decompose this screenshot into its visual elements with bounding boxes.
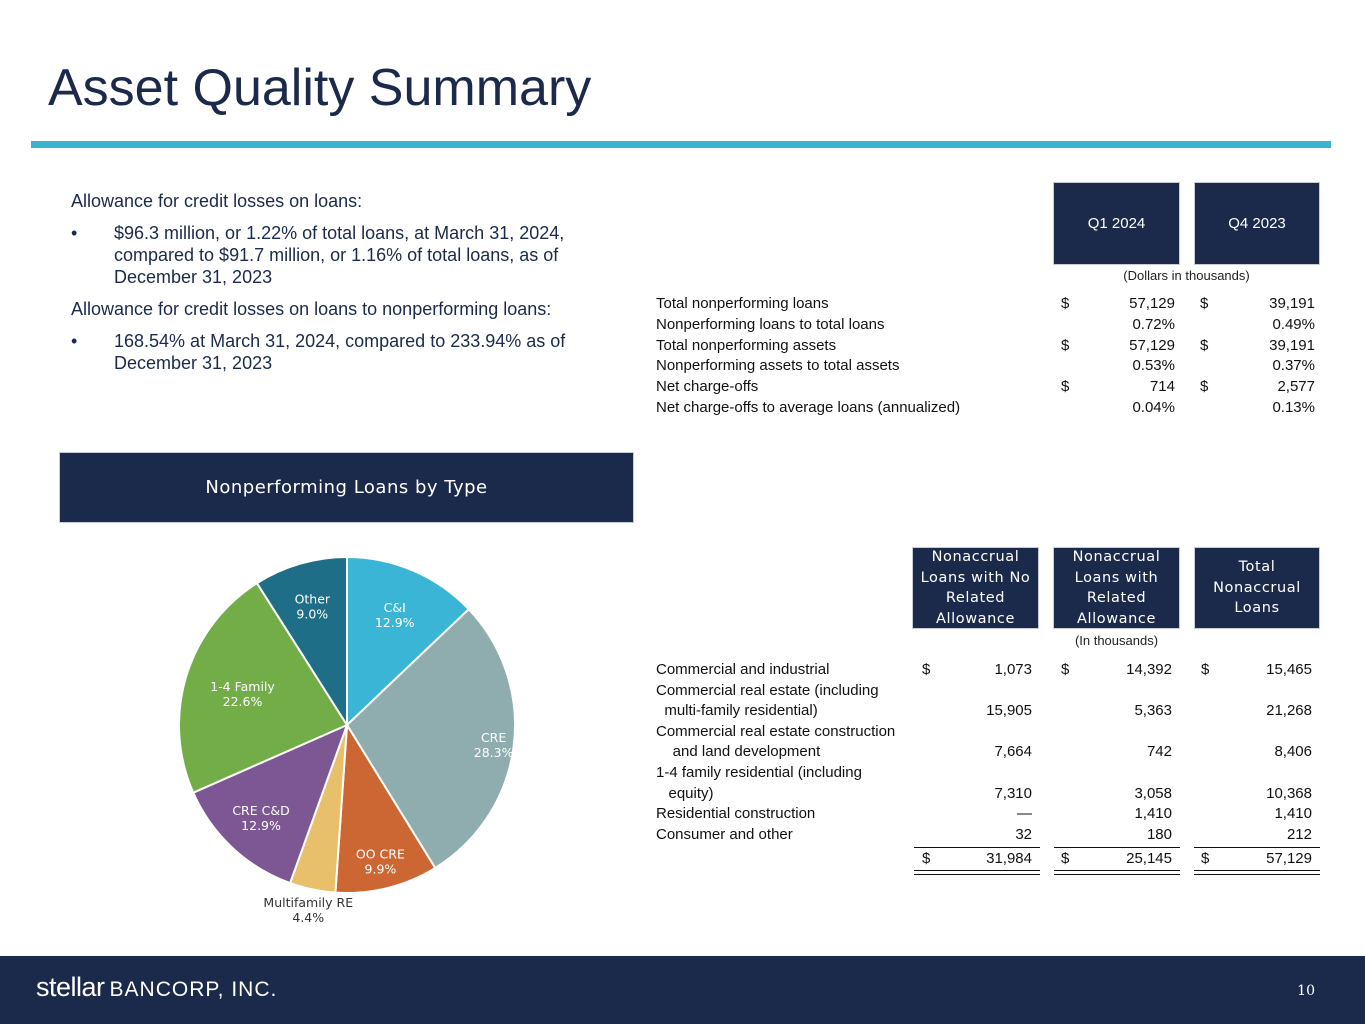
pie-percent-label: 4.4% — [292, 910, 325, 926]
nonaccrual-dollar: $ — [1201, 661, 1210, 678]
nonaccrual-row — [656, 825, 1320, 845]
header-line: Nonaccrual — [1072, 549, 1161, 565]
nonaccrual-dollar: $ — [922, 661, 931, 678]
metrics-q4-dollar: $ — [1200, 378, 1209, 396]
nonaccrual-row — [656, 660, 1320, 680]
title-underline — [31, 141, 1331, 148]
metrics-q1-value: 0.72% — [1132, 315, 1175, 333]
subtotal-rule — [914, 847, 1040, 848]
total-dollar: $ — [1061, 850, 1070, 868]
nonaccrual-value: 1,410 — [1274, 805, 1312, 823]
pie-label: C&I — [383, 599, 406, 615]
metrics-label: Net charge-offs — [656, 378, 759, 396]
total-double-rule — [1054, 870, 1180, 875]
metrics-label: Nonperforming loans to total loans — [656, 315, 885, 333]
total-double-rule — [1194, 870, 1320, 875]
metrics-q1-value: 57,129 — [1129, 336, 1175, 354]
metrics-table — [656, 294, 1320, 424]
nonaccrual-label: Residential construction — [656, 805, 816, 823]
company-logo — [36, 972, 277, 1003]
nonaccrual-value: 742 — [1146, 743, 1172, 761]
nonaccrual-dollar: $ — [1061, 661, 1070, 678]
metrics-q4-dollar: $ — [1200, 295, 1209, 312]
metrics-q1-value: 0.53% — [1132, 357, 1175, 375]
header-line: Loans with No — [920, 569, 1031, 586]
nonaccrual-row — [656, 742, 1320, 762]
nonaccrual-value: 7,664 — [994, 743, 1032, 761]
metrics-q4-value: 39,191 — [1269, 336, 1315, 354]
metrics-row — [656, 377, 1320, 397]
nonaccrual-value: 5,363 — [1134, 702, 1172, 720]
pie-percent-label: 9.0% — [296, 606, 329, 622]
header-line: Related — [1086, 590, 1147, 606]
header-line: Nonaccrual — [1213, 579, 1301, 596]
nonaccrual-header-text — [1073, 547, 1161, 629]
nonaccrual-total-row — [656, 849, 1320, 869]
bullet-text: $96.3 million, or 1.22% of total loans, at March 31, 2024, compared to $91.7 million, or 1.16% of total loans, as of December 31, 2023 — [114, 223, 565, 287]
pie-percent-label: 22.6% — [222, 694, 263, 710]
pie-label: Multifamily RE — [263, 895, 354, 911]
metrics-q4-value: 0.13% — [1272, 399, 1315, 416]
header-line: Nonaccrual — [931, 549, 1020, 565]
nonaccrual-value: 15,905 — [986, 702, 1032, 720]
metrics-row — [656, 294, 1320, 314]
metrics-row — [656, 398, 1320, 418]
metrics-q4-value: 39,191 — [1269, 295, 1315, 312]
nonaccrual-label: equity) — [656, 784, 714, 802]
nonaccrual-value: — — [1017, 805, 1032, 823]
metrics-q4-dollar: $ — [1200, 336, 1209, 354]
nonaccrual-header-no-allowance — [912, 547, 1039, 629]
summary-heading: Allowance for credit losses on loans to nonperforming loans: — [71, 299, 552, 319]
metrics-q1-value: 0.04% — [1132, 399, 1175, 416]
bullet-text: 168.54% at March 31, 2024, compared to 233.94% as of December 31, 2023 — [114, 331, 566, 373]
header-line: Related — [945, 590, 1006, 606]
footer-bar — [0, 956, 1365, 1024]
metrics-label: Net charge-offs to average loans (annualized) — [656, 399, 961, 416]
pie-label: CRE C&D — [232, 803, 290, 819]
pie-label: CRE — [480, 729, 507, 745]
nonaccrual-row — [656, 804, 1320, 824]
nonaccrual-value: 10,368 — [1266, 784, 1312, 802]
pie-percent-label: 12.9% — [241, 818, 281, 834]
metrics-q4-value: 0.49% — [1272, 315, 1315, 333]
metrics-q4-value: 0.37% — [1272, 357, 1315, 375]
metrics-units: (Dollars in thousands) — [1123, 268, 1250, 283]
nonaccrual-header-total — [1194, 547, 1320, 629]
metrics-label: Nonperforming assets to total assets — [656, 357, 900, 375]
nonaccrual-value: 180 — [1146, 825, 1172, 843]
nonaccrual-value: 21,268 — [1266, 702, 1312, 720]
pie-percent-label: 9.9% — [364, 861, 397, 877]
nonaccrual-row — [656, 701, 1320, 721]
nonaccrual-label: 1-4 family residential (including — [656, 764, 862, 781]
pie-label: 1-4 Family — [210, 679, 275, 695]
nonaccrual-label: and land development — [656, 743, 821, 761]
nonaccrual-value: 7,310 — [994, 784, 1032, 802]
bullet-marker: • — [71, 223, 78, 243]
bullet-marker: • — [71, 331, 78, 351]
metrics-header-q4-2023: Q4 2023 — [1194, 182, 1320, 265]
metrics-label: Total nonperforming loans — [656, 295, 829, 312]
nonaccrual-row — [656, 784, 1320, 804]
logo-bancorp: BANCORP, INC. — [109, 978, 278, 1001]
summary-bullets — [71, 190, 611, 384]
header-line: Allowance — [1076, 610, 1157, 627]
nonaccrual-value: 8,406 — [1274, 743, 1312, 761]
nonaccrual-header-text — [921, 547, 1031, 629]
npl-pie-chart — [150, 540, 550, 940]
nonaccrual-value: 1,073 — [994, 661, 1032, 678]
nonaccrual-value: 32 — [1015, 825, 1032, 843]
summary-bullet — [71, 222, 611, 288]
pie-percent-label: 12.9% — [374, 614, 415, 630]
pie-label: Other — [294, 591, 331, 607]
metrics-q4-value: 2,577 — [1277, 378, 1315, 396]
header-line: Allowance — [935, 610, 1016, 627]
nonaccrual-label-line — [656, 681, 956, 701]
metrics-row — [656, 315, 1320, 335]
page-title: Asset Quality Summary — [48, 59, 592, 117]
nonaccrual-header-text — [1213, 557, 1301, 619]
summary-bullet — [71, 330, 611, 374]
total-double-rule — [914, 870, 1040, 875]
nonaccrual-label-line — [656, 722, 956, 742]
summary-heading: Allowance for credit losses on loans: — [71, 191, 363, 211]
metrics-q1-value: 714 — [1149, 378, 1175, 396]
header-line: Loans with — [1074, 569, 1159, 586]
total-value: 31,984 — [986, 850, 1032, 868]
subtotal-rule — [1194, 847, 1320, 848]
metrics-q1-dollar: $ — [1061, 336, 1070, 354]
pie-percent-label: 28.3% — [473, 744, 514, 760]
header-line: Loans — [1234, 600, 1280, 617]
header-line: Total — [1238, 559, 1276, 576]
metrics-label: Total nonperforming assets — [656, 336, 837, 354]
total-dollar: $ — [1201, 850, 1210, 868]
nonaccrual-value: 15,465 — [1266, 661, 1312, 678]
total-dollar: $ — [922, 850, 931, 868]
nonaccrual-label: Commercial and industrial — [656, 661, 830, 678]
metrics-q1-dollar: $ — [1061, 378, 1070, 396]
subtotal-rule — [1054, 847, 1180, 848]
nonaccrual-units: (In thousands) — [1074, 633, 1159, 648]
nonaccrual-label: Consumer and other — [656, 825, 793, 843]
npl-by-type-header: Nonperforming Loans by Type — [59, 452, 634, 523]
nonaccrual-value: 14,392 — [1126, 661, 1172, 678]
page-number: 10 — [1297, 983, 1315, 999]
nonaccrual-value: 3,058 — [1134, 784, 1172, 802]
logo-stellar: stellar — [36, 972, 105, 1002]
metrics-row — [656, 336, 1320, 356]
total-value: 57,129 — [1266, 850, 1312, 868]
nonaccrual-table — [656, 660, 1320, 875]
total-value: 25,145 — [1126, 850, 1172, 868]
nonaccrual-label: Commercial real estate (including — [656, 681, 879, 699]
metrics-q1-dollar: $ — [1061, 295, 1070, 312]
nonaccrual-label-line — [656, 763, 956, 783]
nonaccrual-header-with-allowance — [1053, 547, 1180, 629]
pie-label: OO CRE — [355, 846, 405, 862]
nonaccrual-value: 212 — [1286, 825, 1312, 843]
nonaccrual-value: 1,410 — [1134, 805, 1172, 823]
metrics-header-q1-2024: Q1 2024 — [1053, 182, 1180, 265]
metrics-q1-value: 57,129 — [1129, 295, 1175, 312]
metrics-row — [656, 356, 1320, 376]
nonaccrual-label: Commercial real estate construction — [656, 722, 896, 740]
nonaccrual-label: multi-family residential) — [656, 702, 818, 720]
